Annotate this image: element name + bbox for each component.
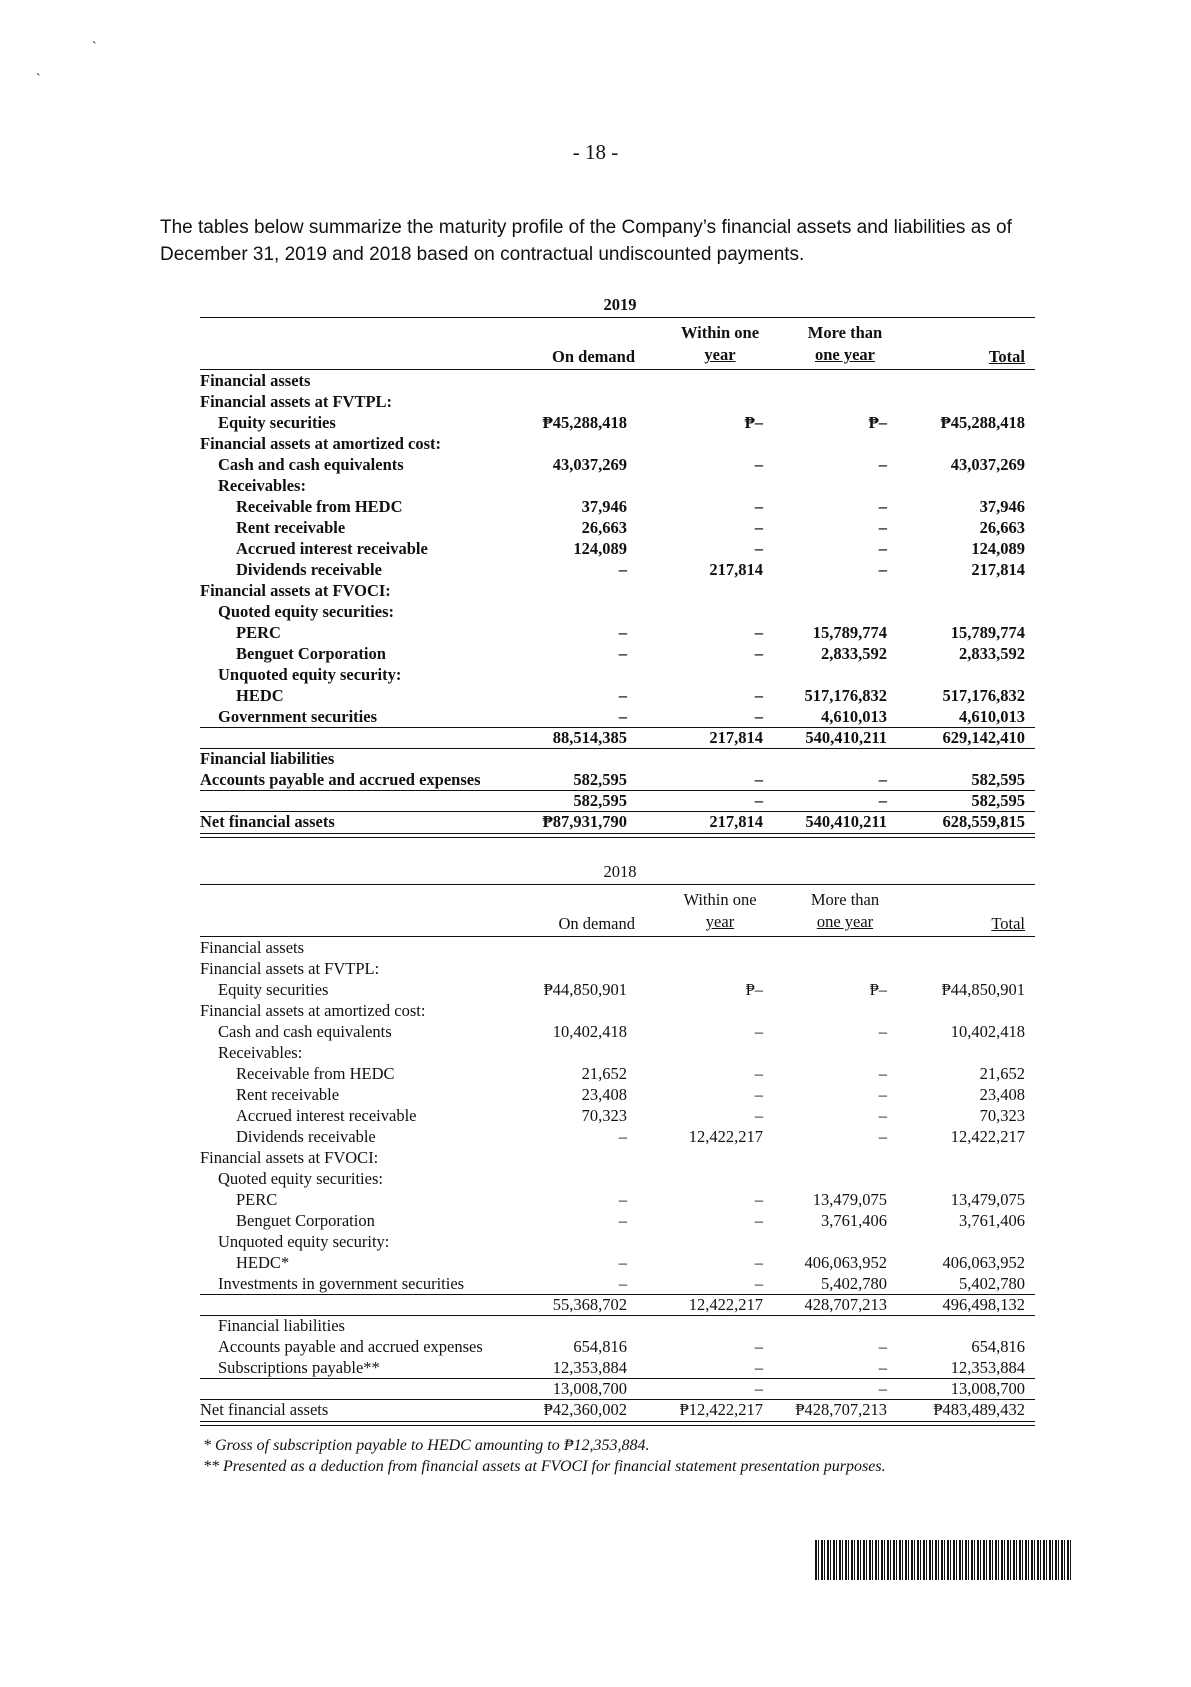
cell-on-demand: – bbox=[618, 686, 627, 705]
row-label: Financial assets at FVTPL: bbox=[200, 959, 380, 978]
cell-total: 23,408 bbox=[979, 1085, 1025, 1104]
cell-more-than-one-year: – bbox=[878, 455, 887, 474]
cell-more-than-one-year: 2,833,592 bbox=[821, 644, 887, 663]
header-within-one: Within one year bbox=[683, 890, 757, 931]
row-label: Receivables: bbox=[218, 1043, 303, 1062]
table-row bbox=[200, 1358, 1035, 1379]
cell-within-one-year: 12,422,217 bbox=[688, 1295, 763, 1314]
cell-on-demand: ₱42,360,002 bbox=[543, 1400, 627, 1419]
cell-within-one-year: – bbox=[754, 686, 763, 705]
cell-more-than-one-year: 428,707,213 bbox=[804, 1295, 887, 1314]
table-row bbox=[200, 644, 1035, 665]
row-label: Equity securities bbox=[218, 980, 329, 999]
cell-total: 43,037,269 bbox=[950, 455, 1025, 474]
cell-within-one-year: – bbox=[754, 644, 763, 663]
row-label: Dividends receivable bbox=[236, 560, 382, 579]
cell-within-one-year: – bbox=[754, 1064, 763, 1083]
table-row bbox=[200, 665, 1035, 686]
cell-on-demand: 43,037,269 bbox=[552, 455, 627, 474]
table-row bbox=[200, 1022, 1035, 1043]
cell-more-than-one-year: – bbox=[878, 1064, 887, 1083]
cell-more-than-one-year: – bbox=[878, 539, 887, 558]
cell-within-one-year: – bbox=[754, 1358, 763, 1377]
table-row bbox=[200, 497, 1035, 518]
row-label: Receivables: bbox=[218, 476, 306, 495]
row-label: Net financial assets bbox=[200, 1400, 329, 1419]
intro-paragraph: The tables below summarize the maturity profile of the Company’s financial assets and liabilities as of December 31, 2019 and 2018 based on contractual undiscounted payments. bbox=[160, 217, 1012, 265]
cell-on-demand: – bbox=[618, 1211, 627, 1230]
cell-more-than-one-year: – bbox=[878, 518, 887, 537]
row-label: Accrued interest receivable bbox=[236, 1106, 417, 1125]
cell-within-one-year: ₱– bbox=[744, 413, 763, 432]
cell-within-one-year: – bbox=[754, 497, 763, 516]
cell-on-demand: 21,652 bbox=[581, 1064, 627, 1083]
table-row bbox=[200, 980, 1035, 1001]
cell-total: 13,008,700 bbox=[950, 1379, 1025, 1398]
row-label: Accounts payable and accrued expenses bbox=[218, 1337, 483, 1356]
row-label: Quoted equity securities: bbox=[218, 1169, 383, 1188]
table-row bbox=[200, 581, 1035, 602]
row-label: Financial assets at amortized cost: bbox=[200, 434, 442, 453]
cell-total: ₱45,288,418 bbox=[940, 413, 1025, 432]
table-row bbox=[200, 560, 1035, 581]
table-row bbox=[200, 455, 1035, 476]
cell-more-than-one-year: 540,410,211 bbox=[805, 728, 887, 747]
row-label: Financial assets at FVOCI: bbox=[200, 1148, 379, 1167]
cell-total: 5,402,780 bbox=[959, 1274, 1025, 1293]
cell-on-demand: 582,595 bbox=[573, 770, 627, 789]
cell-total: 217,814 bbox=[971, 560, 1025, 579]
cell-within-one-year: – bbox=[754, 1211, 763, 1230]
cell-more-than-one-year: 15,789,774 bbox=[812, 623, 887, 642]
table-row bbox=[200, 959, 1035, 980]
row-label: Equity securities bbox=[218, 413, 336, 432]
footnote-2: ** Presented as a deduction from financial assets at FVOCI for financial statement presentation purposes. bbox=[203, 1458, 886, 1475]
row-label: Investments in government securities bbox=[218, 1274, 465, 1293]
cell-total: 628,559,815 bbox=[942, 812, 1025, 831]
header-total: Total bbox=[991, 914, 1025, 933]
cell-more-than-one-year: ₱– bbox=[869, 980, 887, 999]
table-row bbox=[200, 1064, 1035, 1085]
cell-more-than-one-year: ₱428,707,213 bbox=[795, 1400, 887, 1419]
cell-more-than-one-year: 4,610,013 bbox=[821, 707, 887, 726]
table-row bbox=[200, 938, 1035, 959]
row-label: Financial assets at FVOCI: bbox=[200, 581, 391, 600]
row-label: Rent receivable bbox=[236, 1085, 340, 1104]
table-year: 2019 bbox=[603, 295, 637, 314]
table-year: 2018 bbox=[603, 862, 637, 881]
table-row bbox=[200, 539, 1035, 560]
cell-on-demand: 654,816 bbox=[573, 1337, 627, 1356]
cell-more-than-one-year: 406,063,952 bbox=[804, 1253, 887, 1272]
rule bbox=[200, 369, 1035, 370]
header-total: Total bbox=[988, 347, 1025, 366]
cell-within-one-year: ₱12,422,217 bbox=[679, 1400, 763, 1419]
cell-on-demand: 88,514,385 bbox=[552, 728, 627, 747]
table-row bbox=[200, 1337, 1035, 1358]
cell-total: 124,089 bbox=[971, 539, 1025, 558]
table-row bbox=[200, 602, 1035, 623]
cell-more-than-one-year: – bbox=[878, 1127, 887, 1146]
cell-on-demand: 70,323 bbox=[581, 1106, 627, 1125]
double-rule bbox=[200, 833, 1035, 834]
table-row bbox=[200, 686, 1035, 707]
cell-more-than-one-year: – bbox=[878, 1337, 887, 1356]
cell-total: 406,063,952 bbox=[942, 1253, 1025, 1272]
cell-total: 3,761,406 bbox=[959, 1211, 1025, 1230]
header-more-than: More than one year bbox=[810, 890, 880, 931]
double-rule bbox=[200, 1425, 1035, 1426]
cell-total: 10,402,418 bbox=[950, 1022, 1025, 1041]
row-label: Benguet Corporation bbox=[236, 644, 386, 663]
row-label: Government securities bbox=[218, 707, 377, 726]
table-row bbox=[200, 770, 1035, 791]
cell-on-demand: – bbox=[618, 623, 627, 642]
row-label: Rent receivable bbox=[236, 518, 346, 537]
table-row bbox=[200, 413, 1035, 434]
table-row bbox=[200, 1148, 1035, 1169]
row-label: Quoted equity securities: bbox=[218, 602, 394, 621]
cell-more-than-one-year: – bbox=[878, 791, 887, 810]
cell-total: 654,816 bbox=[971, 1337, 1025, 1356]
table-row bbox=[200, 1295, 1035, 1316]
cell-within-one-year: – bbox=[754, 1085, 763, 1104]
row-label: Unquoted equity security: bbox=[218, 1232, 390, 1251]
header-within-one: Within one year bbox=[680, 323, 760, 364]
cell-within-one-year: 12,422,217 bbox=[688, 1127, 763, 1146]
row-label: Receivable from HEDC bbox=[236, 1064, 395, 1083]
table-row bbox=[200, 707, 1035, 728]
table-row bbox=[200, 1253, 1035, 1274]
rule bbox=[200, 317, 1035, 318]
rule bbox=[200, 936, 1035, 937]
row-label: HEDC* bbox=[236, 1253, 290, 1272]
row-label: Financial assets at FVTPL: bbox=[200, 392, 393, 411]
row-label: Financial assets bbox=[200, 938, 305, 957]
cell-within-one-year: – bbox=[754, 1337, 763, 1356]
row-label: HEDC bbox=[236, 686, 284, 705]
cell-on-demand: 37,946 bbox=[581, 497, 627, 516]
table-row bbox=[200, 1274, 1035, 1295]
cell-more-than-one-year: – bbox=[878, 1358, 887, 1377]
table-row bbox=[200, 476, 1035, 497]
cell-total: 2,833,592 bbox=[959, 644, 1025, 663]
cell-more-than-one-year: – bbox=[878, 497, 887, 516]
table-row bbox=[200, 749, 1035, 770]
cell-total: 12,422,217 bbox=[950, 1127, 1025, 1146]
row-label: Subscriptions payable** bbox=[218, 1358, 380, 1377]
cell-more-than-one-year: 3,761,406 bbox=[821, 1211, 887, 1230]
table-row bbox=[200, 518, 1035, 539]
scan-mark: ` bbox=[92, 40, 97, 55]
cell-within-one-year: 217,814 bbox=[709, 560, 763, 579]
table-row bbox=[200, 371, 1035, 392]
cell-more-than-one-year: 540,410,211 bbox=[805, 812, 887, 831]
cell-on-demand: – bbox=[618, 1127, 627, 1146]
table-row bbox=[200, 1127, 1035, 1148]
cell-total: 15,789,774 bbox=[950, 623, 1025, 642]
cell-on-demand: – bbox=[618, 1190, 627, 1209]
cell-total: 13,479,075 bbox=[950, 1190, 1025, 1209]
table-row bbox=[200, 728, 1035, 749]
row-label: Net financial assets bbox=[200, 812, 335, 831]
cell-within-one-year: – bbox=[754, 1253, 763, 1272]
table-row bbox=[200, 791, 1035, 812]
cell-within-one-year: ₱– bbox=[745, 980, 763, 999]
table-row bbox=[200, 812, 1035, 833]
cell-total: 496,498,132 bbox=[942, 1295, 1025, 1314]
cell-within-one-year: 217,814 bbox=[709, 728, 763, 747]
cell-within-one-year: – bbox=[754, 1190, 763, 1209]
cell-within-one-year: – bbox=[754, 791, 763, 810]
cell-on-demand: – bbox=[618, 1274, 627, 1293]
cell-within-one-year: – bbox=[754, 455, 763, 474]
cell-more-than-one-year: 5,402,780 bbox=[821, 1274, 887, 1293]
cell-more-than-one-year: – bbox=[878, 1085, 887, 1104]
cell-within-one-year: – bbox=[754, 707, 763, 726]
cell-on-demand: 10,402,418 bbox=[552, 1022, 627, 1041]
row-label: Receivable from HEDC bbox=[236, 497, 403, 516]
cell-total: 4,610,013 bbox=[959, 707, 1025, 726]
cell-more-than-one-year: – bbox=[878, 560, 887, 579]
table-row bbox=[200, 434, 1035, 455]
cell-total: 37,946 bbox=[979, 497, 1025, 516]
cell-total: 582,595 bbox=[971, 791, 1025, 810]
row-label: Financial assets bbox=[200, 371, 311, 390]
table-row bbox=[200, 1106, 1035, 1127]
row-label: Dividends receivable bbox=[236, 1127, 376, 1146]
row-label: Financial assets at amortized cost: bbox=[200, 1001, 426, 1020]
cell-more-than-one-year: ₱– bbox=[868, 413, 887, 432]
cell-on-demand: – bbox=[618, 707, 627, 726]
cell-on-demand: 582,595 bbox=[573, 791, 627, 810]
row-label: PERC bbox=[236, 1190, 278, 1209]
table-row bbox=[200, 1190, 1035, 1211]
cell-within-one-year: – bbox=[754, 770, 763, 789]
table-row bbox=[200, 1316, 1035, 1337]
cell-within-one-year: – bbox=[754, 1106, 763, 1125]
barcode bbox=[815, 1540, 1073, 1580]
table-row bbox=[200, 1043, 1035, 1064]
cell-total: 517,176,832 bbox=[942, 686, 1025, 705]
cell-on-demand: – bbox=[618, 560, 627, 579]
table-row bbox=[200, 1169, 1035, 1190]
header-on-demand: On demand bbox=[558, 914, 635, 933]
table-row bbox=[200, 1211, 1035, 1232]
cell-within-one-year: – bbox=[754, 539, 763, 558]
rule bbox=[200, 884, 1035, 885]
cell-on-demand: ₱45,288,418 bbox=[542, 413, 627, 432]
cell-on-demand: ₱87,931,790 bbox=[542, 812, 627, 831]
cell-within-one-year: – bbox=[754, 1022, 763, 1041]
row-label: Accounts payable and accrued expenses bbox=[200, 770, 481, 789]
cell-more-than-one-year: 517,176,832 bbox=[804, 686, 887, 705]
cell-on-demand: – bbox=[618, 644, 627, 663]
cell-more-than-one-year: – bbox=[878, 770, 887, 789]
cell-within-one-year: 217,814 bbox=[709, 812, 763, 831]
cell-within-one-year: – bbox=[754, 1274, 763, 1293]
row-label: PERC bbox=[236, 623, 281, 642]
row-label: Financial liabilities bbox=[200, 749, 335, 768]
cell-total: 582,595 bbox=[971, 770, 1025, 789]
cell-on-demand: 12,353,884 bbox=[552, 1358, 627, 1377]
cell-on-demand: ₱44,850,901 bbox=[543, 980, 627, 999]
cell-total: ₱483,489,432 bbox=[933, 1400, 1025, 1419]
row-label: Unquoted equity security: bbox=[218, 665, 402, 684]
row-label: Cash and cash equivalents bbox=[218, 1022, 392, 1041]
table-row bbox=[200, 1085, 1035, 1106]
row-label: Cash and cash equivalents bbox=[218, 455, 404, 474]
table-row bbox=[200, 392, 1035, 413]
cell-total: 12,353,884 bbox=[950, 1358, 1025, 1377]
cell-more-than-one-year: – bbox=[878, 1106, 887, 1125]
cell-on-demand: 124,089 bbox=[573, 539, 627, 558]
cell-total: 21,652 bbox=[979, 1064, 1025, 1083]
cell-total: ₱44,850,901 bbox=[941, 980, 1025, 999]
table-row bbox=[200, 623, 1035, 644]
cell-on-demand: 23,408 bbox=[581, 1085, 627, 1104]
cell-total: 629,142,410 bbox=[942, 728, 1025, 747]
cell-on-demand: 26,663 bbox=[581, 518, 627, 537]
cell-within-one-year: – bbox=[754, 1379, 763, 1398]
cell-within-one-year: – bbox=[754, 518, 763, 537]
table-row bbox=[200, 1001, 1035, 1022]
footnote-1: * Gross of subscription payable to HEDC amounting to ₱12,353,884. bbox=[203, 1437, 650, 1454]
row-label: Financial liabilities bbox=[218, 1316, 345, 1335]
header-on-demand: On demand bbox=[552, 347, 635, 366]
cell-on-demand: – bbox=[618, 1253, 627, 1272]
cell-more-than-one-year: 13,479,075 bbox=[812, 1190, 887, 1209]
cell-on-demand: 13,008,700 bbox=[552, 1379, 627, 1398]
cell-within-one-year: – bbox=[754, 623, 763, 642]
double-rule bbox=[200, 1421, 1035, 1422]
page-number: - 18 - bbox=[572, 140, 619, 164]
cell-total: 70,323 bbox=[979, 1106, 1025, 1125]
double-rule bbox=[200, 837, 1035, 838]
cell-on-demand: 55,368,702 bbox=[552, 1295, 627, 1314]
row-label: Benguet Corporation bbox=[236, 1211, 375, 1230]
cell-total: 26,663 bbox=[979, 518, 1025, 537]
cell-more-than-one-year: – bbox=[878, 1379, 887, 1398]
table-row bbox=[200, 1379, 1035, 1400]
table-row bbox=[200, 1400, 1035, 1421]
table-row bbox=[200, 1232, 1035, 1253]
row-label: Accrued interest receivable bbox=[236, 539, 428, 558]
header-more-than: More than one year bbox=[807, 323, 883, 364]
scan-mark: ` bbox=[36, 72, 41, 87]
cell-more-than-one-year: – bbox=[878, 1022, 887, 1041]
